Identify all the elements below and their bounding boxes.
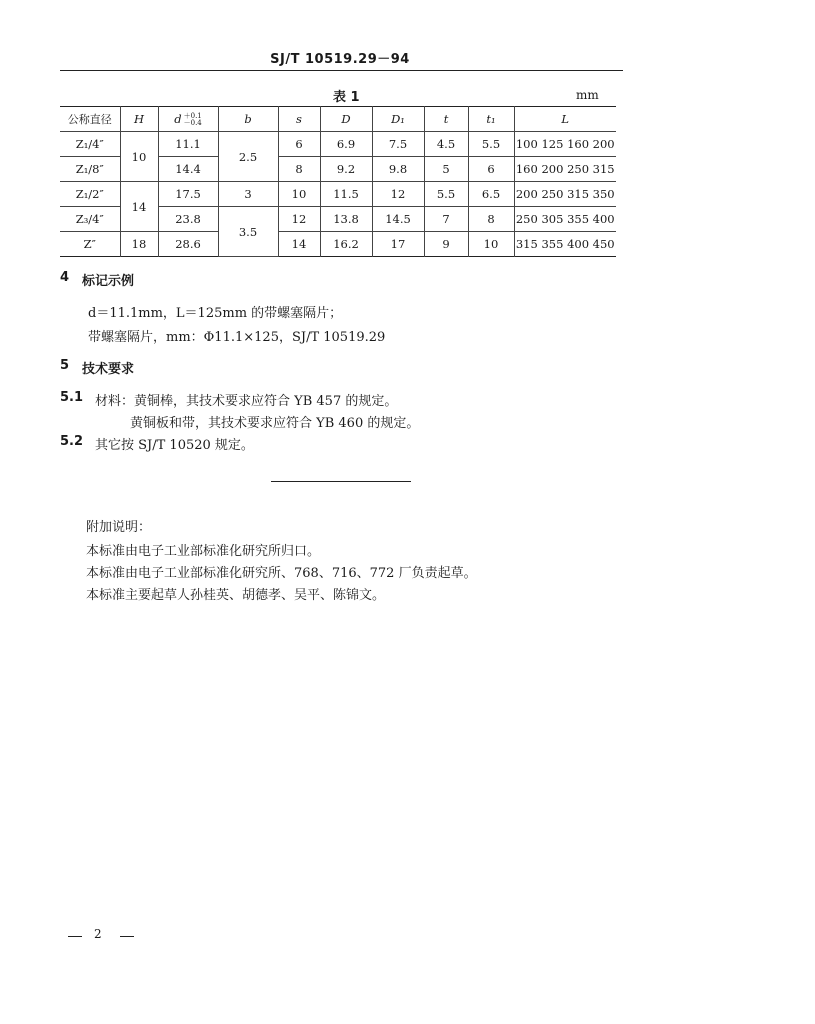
section-5-number: 5 <box>60 358 70 373</box>
col-header-d-label: d <box>174 111 182 126</box>
clause-5-2-line-1: 其它按 SJ/T 10520 规定。 <box>95 438 254 453</box>
cell-D1: 12 <box>372 182 424 207</box>
dimension-table <box>60 106 616 257</box>
cell-nominal: Z₁/2″ <box>60 182 120 207</box>
col-header-nominal: 公称直径 <box>60 107 120 132</box>
cell-t1: 5.5 <box>468 132 514 157</box>
table-row <box>60 182 616 207</box>
cell-t: 7 <box>424 207 468 232</box>
appendix-line: 本标准由电子工业部标准化研究所、768、716、772 厂负责起草。 <box>86 566 477 581</box>
cell-s: 8 <box>278 157 320 182</box>
table-row <box>60 132 616 157</box>
section-4-title: 标记示例 <box>82 274 135 289</box>
appendix-title: 附加说明： <box>86 520 152 535</box>
cell-H: 18 <box>120 232 158 257</box>
cell-s: 6 <box>278 132 320 157</box>
cell-d: 11.1 <box>158 132 218 157</box>
standard-code-header: SJ/T 10519.29－94 <box>270 52 410 67</box>
cell-D: 9.2 <box>320 157 372 182</box>
cell-D: 6.9 <box>320 132 372 157</box>
cell-D1: 9.8 <box>372 157 424 182</box>
cell-t: 5 <box>424 157 468 182</box>
cell-D: 11.5 <box>320 182 372 207</box>
d-tolerance-lower: －0.4 <box>183 118 202 127</box>
cell-b: 3 <box>218 182 278 207</box>
col-header-b: b <box>218 107 278 132</box>
cell-L: 250 305 355 400 <box>514 207 616 232</box>
clause-5-1-number: 5.1 <box>60 390 84 405</box>
col-header-s: s <box>278 107 320 132</box>
d-tolerance <box>184 113 202 127</box>
cell-nominal: Z₁/4″ <box>60 132 120 157</box>
header-rule <box>60 70 623 71</box>
cell-s: 10 <box>278 182 320 207</box>
cell-D1: 14.5 <box>372 207 424 232</box>
footer-dash-right <box>120 936 134 937</box>
cell-D: 13.8 <box>320 207 372 232</box>
clause-5-2-number: 5.2 <box>60 434 84 449</box>
cell-t1: 6 <box>468 157 514 182</box>
table-row <box>60 232 616 257</box>
section-5-title: 技术要求 <box>82 362 135 377</box>
cell-t: 5.5 <box>424 182 468 207</box>
cell-L: 160 200 250 315 <box>514 157 616 182</box>
page-number: 2 <box>94 927 102 941</box>
col-header-t1: t₁ <box>468 107 514 132</box>
col-header-D1: D₁ <box>372 107 424 132</box>
d-tolerance-upper: ＋0.1 <box>183 111 202 120</box>
col-header-D: D <box>320 107 372 132</box>
end-divider <box>271 481 411 482</box>
cell-H: 10 <box>120 132 158 182</box>
cell-t1: 10 <box>468 232 514 257</box>
cell-t1: 6.5 <box>468 182 514 207</box>
section-4-number: 4 <box>60 270 70 285</box>
cell-nominal: Z″ <box>60 232 120 257</box>
cell-H: 14 <box>120 182 158 232</box>
col-header-L: L <box>514 107 616 132</box>
col-header-d <box>158 107 218 132</box>
cell-d: 23.8 <box>158 207 218 232</box>
cell-t: 4.5 <box>424 132 468 157</box>
col-header-t: t <box>424 107 468 132</box>
cell-L: 315 355 400 450 <box>514 232 616 257</box>
cell-t: 9 <box>424 232 468 257</box>
cell-b: 2.5 <box>218 132 278 182</box>
cell-s: 14 <box>278 232 320 257</box>
cell-b: 3.5 <box>218 207 278 257</box>
marking-example-line-2: 带螺塞隔片，mm：Φ11.1×125，SJ/T 10519.29 <box>88 330 386 345</box>
cell-L: 200 250 315 350 <box>514 182 616 207</box>
table-unit: mm <box>576 88 599 102</box>
cell-L: 100 125 160 200 <box>514 132 616 157</box>
clause-5-1-line-1: 材料：黄铜棒，其技术要求应符合 YB 457 的规定。 <box>95 394 398 409</box>
cell-d: 14.4 <box>158 157 218 182</box>
appendix-line: 本标准主要起草人孙桂英、胡德孝、吴平、陈锦文。 <box>86 588 386 603</box>
cell-s: 12 <box>278 207 320 232</box>
clause-5-1-line-2: 黄铜板和带，其技术要求应符合 YB 460 的规定。 <box>130 416 420 431</box>
cell-t1: 8 <box>468 207 514 232</box>
cell-nominal: Z₃/4″ <box>60 207 120 232</box>
cell-nominal: Z₁/8″ <box>60 157 120 182</box>
appendix-line: 本标准由电子工业部标准化研究所归口。 <box>86 544 321 559</box>
table-caption: 表 1 <box>333 90 360 105</box>
footer-dash-left <box>68 936 82 937</box>
table-header-row <box>60 107 616 132</box>
cell-D1: 17 <box>372 232 424 257</box>
col-header-H: H <box>120 107 158 132</box>
cell-d: 28.6 <box>158 232 218 257</box>
marking-example-line-1: d＝11.1mm，L＝125mm 的带螺塞隔片； <box>88 306 343 321</box>
cell-D1: 7.5 <box>372 132 424 157</box>
cell-D: 16.2 <box>320 232 372 257</box>
cell-d: 17.5 <box>158 182 218 207</box>
